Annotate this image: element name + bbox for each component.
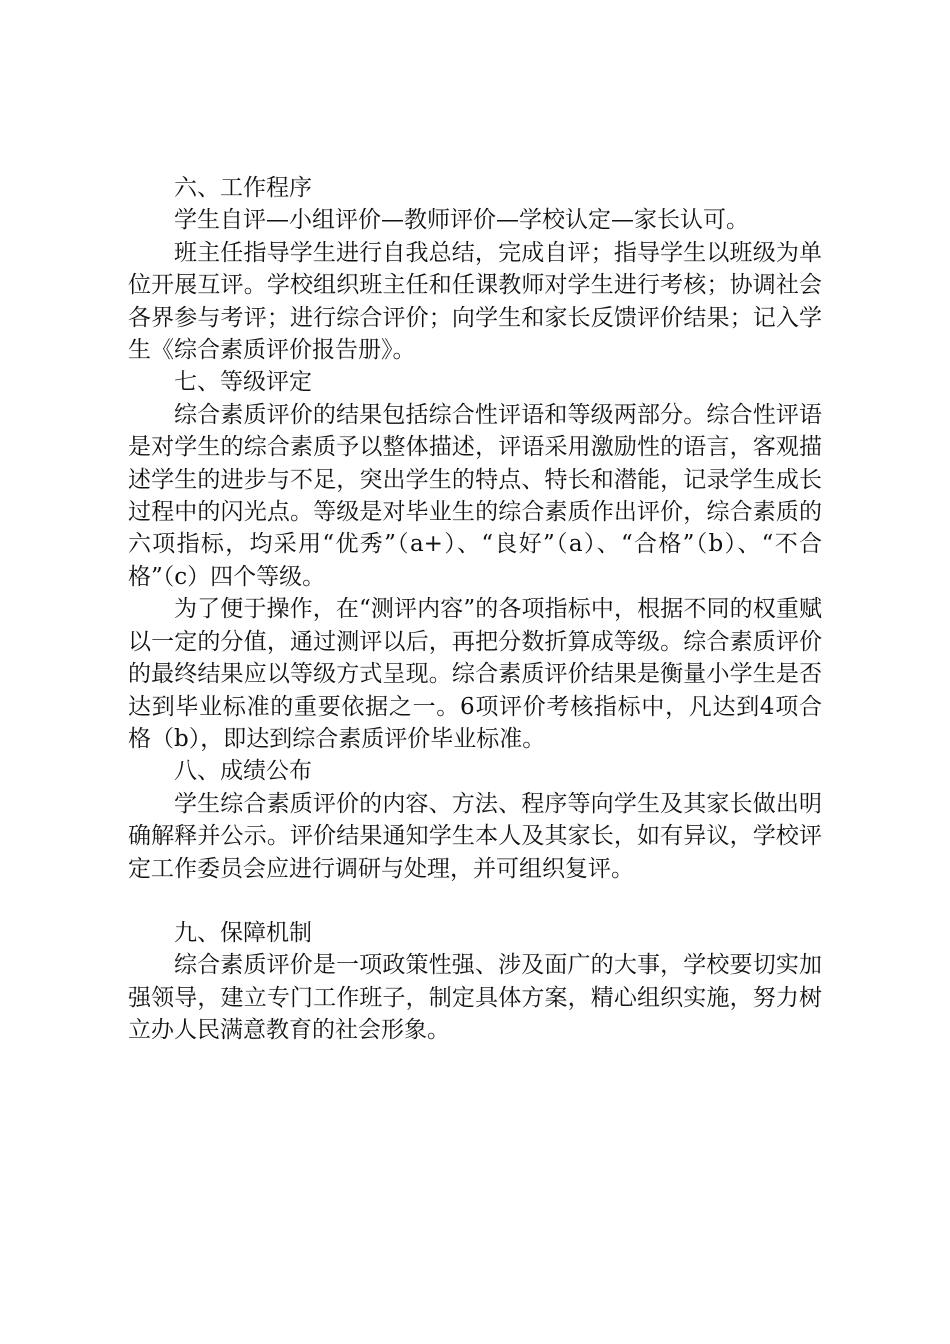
paragraph: 学生综合素质评价的内容、方法、程序等向学生及其家长做出明确解释并公示。评价结果通知学生本人及其家长，如有异议，学校评定工作委员会应进行调研与处理，并可组织复评。 (128, 790, 822, 882)
section-heading: 七、等级评定 (174, 369, 312, 396)
paragraph: 综合素质评价的结果包括综合性评语和等级两部分。综合性评语是对学生的综合素质予以整体描述，评语采用激励性的语言，客观描述学生的进步与不足，突出学生的特点、特长和潜能，记录学生成长过程中的闪光点。等级是对毕业生的综合素质作出评价，综合素质的六项指标，均采用“优秀”（a+）、“良好”（a）、“合格”（b）、“不合格”（c）四个等级。 (128, 401, 822, 590)
blank-line (128, 885, 822, 917)
section-heading: 六、工作程序 (174, 175, 312, 201)
section-grade-assessment (128, 366, 822, 755)
paragraph: 学生自评—小组评价—教师评价—学校认定—家长认可。 (174, 207, 749, 234)
document-page (128, 172, 822, 1047)
section-results-publication (128, 755, 822, 885)
section-heading: 九、保障机制 (174, 919, 312, 946)
section-safeguard-mechanism (128, 917, 822, 1047)
paragraph: 班主任指导学生进行自我总结，完成自评；指导学生以班级为单位开展互评。学校组织班主任和任课教师对学生进行考核；协调社会各界参与考评；进行综合评价；向学生和家长反馈评价结果；记入学生《综合素质评价报告册》。 (128, 239, 822, 364)
section-work-procedure (128, 172, 822, 366)
section-heading: 八、成绩公布 (174, 758, 312, 785)
paragraph: 综合素质评价是一项政策性强、涉及面广的大事，学校要切实加强领导，建立专门工作班子，制定具体方案，精心组织实施，努力树立办人民满意教育的社会形象。 (128, 952, 822, 1044)
paragraph: 为了便于操作，在“测评内容”的各项指标中，根据不同的权重赋以一定的分值，通过测评以后，再把分数折算成等级。综合素质评价的最终结果应以等级方式呈现。综合素质评价结果是衡量小学生是否达到毕业标准的重要依据之一。6项评价考核指标中，凡达到4项合格（b），即达到综合素质评价毕业标准。 (128, 596, 822, 752)
